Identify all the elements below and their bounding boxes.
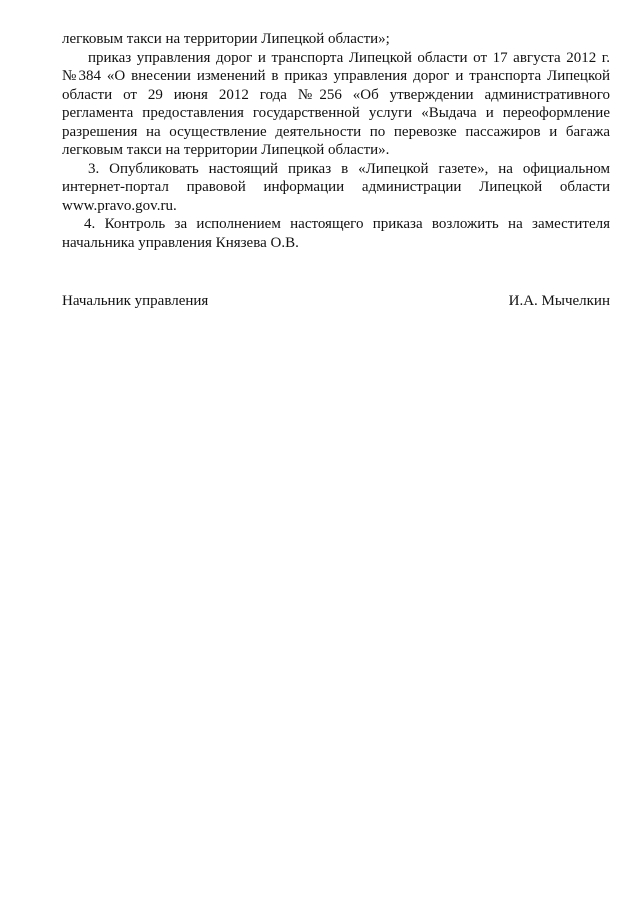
signature-name: И.А. Мычелкин <box>508 293 610 309</box>
signature-block <box>62 292 610 310</box>
document-body <box>62 30 610 252</box>
paragraph-item-3: 3. Опубликовать настоящий приказ в «Липецкой газете», на официальном интернет-портал правовой информации администрации Липецкой области www.pravo.gov.ru. <box>62 160 610 214</box>
paragraph-order-384: приказ управления дорог и транспорта Липецкой области от 17 августа 2012 г. №384 «О внесении изменений в приказ управления дорог и транспорта Липецкой области от 29 июня 2012 года №256 «Об утверждении административного регламента предоставления государственной услуги «Выдача и переоформление разрешения на осуществление деятельности по перевозке пассажиров и багажа легковым такси на территории Липецкой области». <box>62 49 610 158</box>
signature-position: Начальник управления <box>62 293 209 309</box>
paragraph-item-4: 4. Контроль за исполнением настоящего приказа возложить на заместителя начальника управления Князева О.В. <box>62 216 610 251</box>
paragraph-continuation: легковым такси на территории Липецкой области»; <box>62 31 390 47</box>
